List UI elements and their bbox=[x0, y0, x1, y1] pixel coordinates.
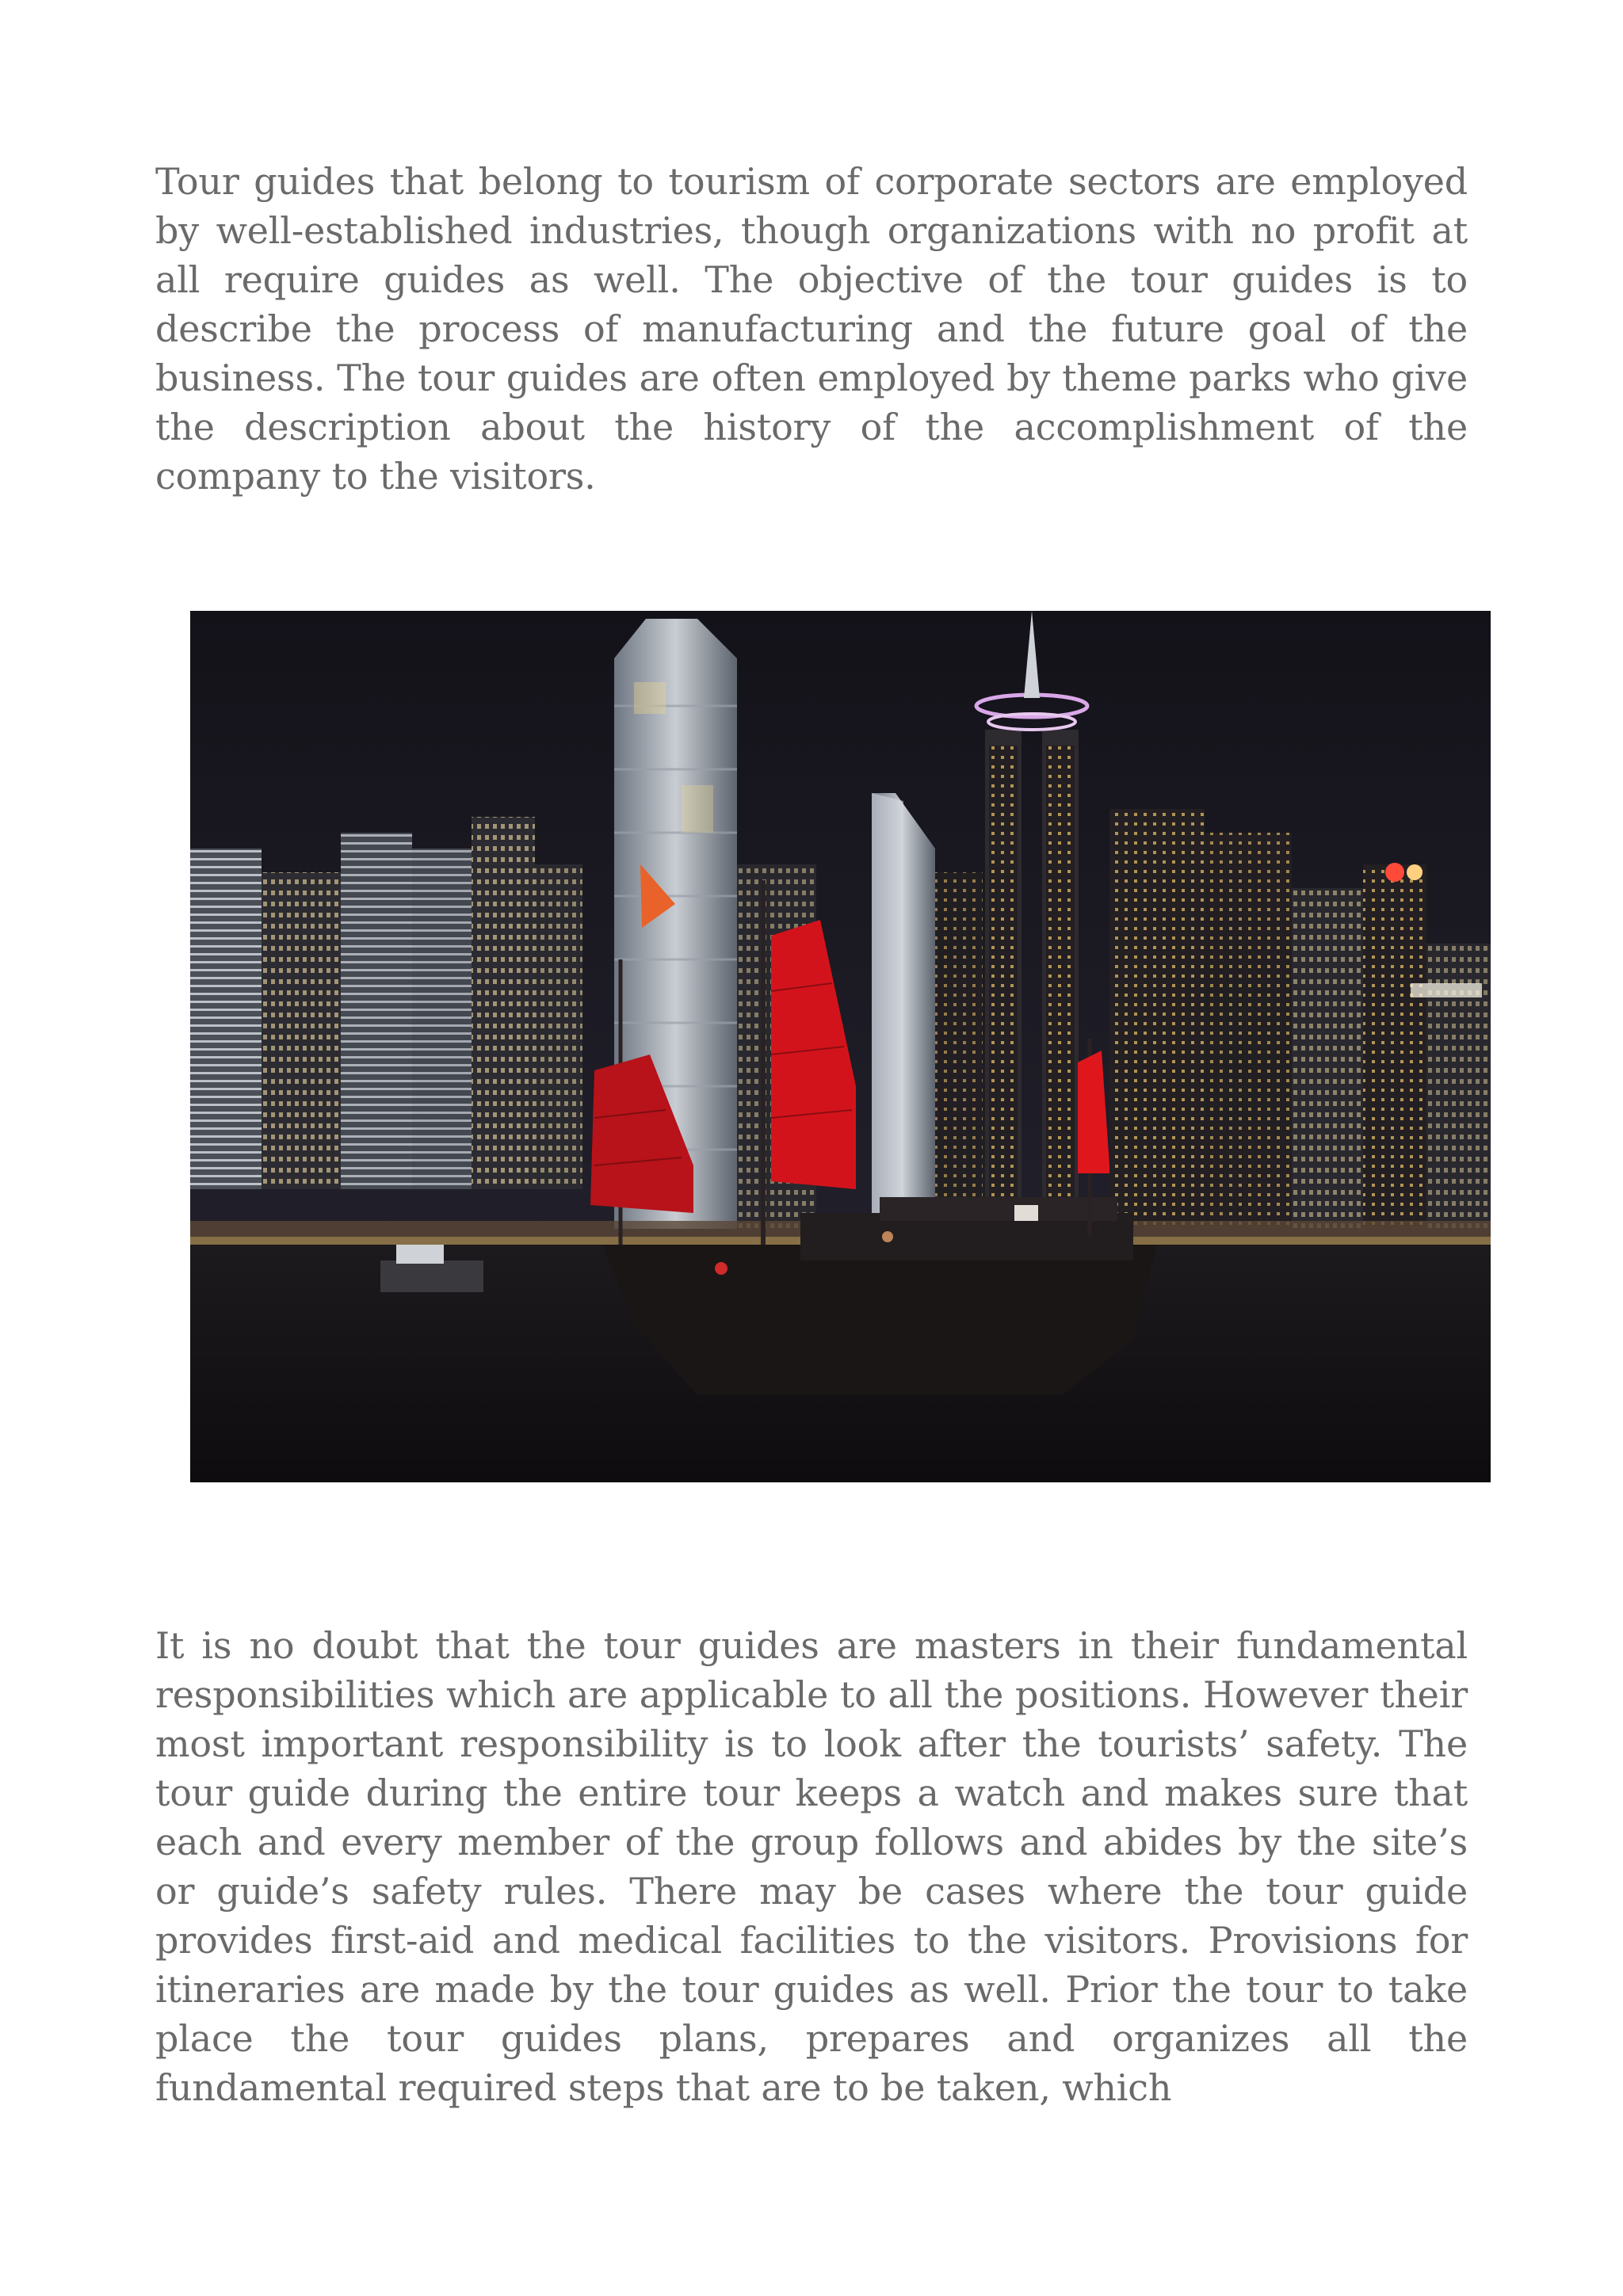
paragraph-2: It is no doubt that the tour guides are masters in their fundamental responsibilities which are applicable to all the positions. However their most important responsibility is to look after the tourists’ safety. The tour guide during the entire tour keeps a watch and makes sure that each and every member of the group follows and abides by the site’s or guide’s safety rules. There may be cases where the tour guide provides first-aid and medical facilities to the visitors. Provisions for itineraries are made by the tour guides as well. Prior the tour to take place the tour guides plans, prepares and organizes all the fundamental required steps that are to be taken, which bbox=[155, 1624, 1468, 2109]
harbour-junk-boat-photo bbox=[190, 611, 1491, 1482]
skyline-left bbox=[190, 817, 582, 1189]
paragraph-1: Tour guides that belong to tourism of corporate sectors are employed by well-established industries, though organizations with no profit at all require guides as well. The objective of the tour guides is to describe the process of manufacturing and the future goal of the business. The tour guides are often employed by theme parks who give the description about the history of the accomplishment of the company to the visitors. bbox=[155, 160, 1468, 498]
